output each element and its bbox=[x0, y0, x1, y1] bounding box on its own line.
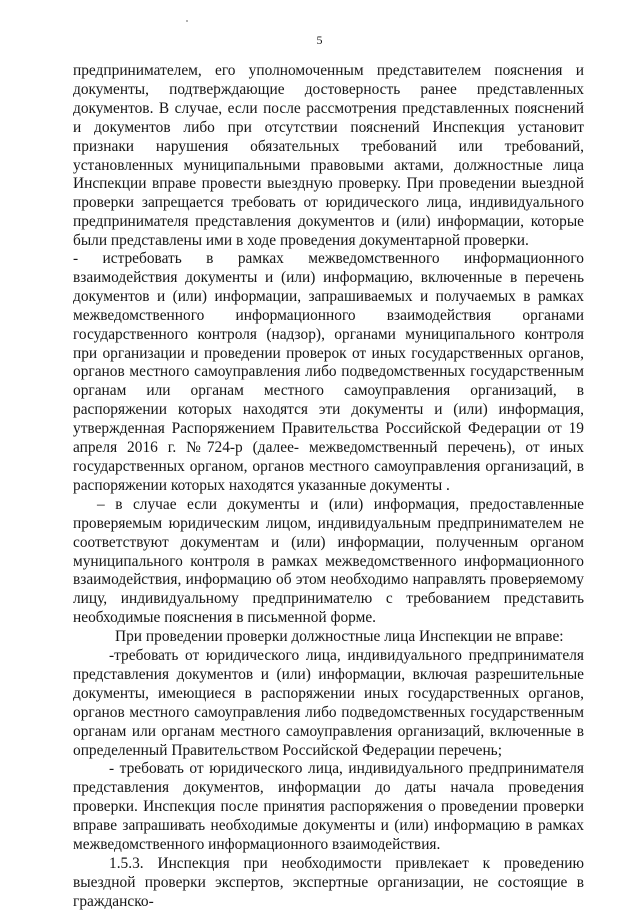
paragraph-discrepancy: – в случае если документы и (или) информация, предоставленные проверяемым юридическим лицом, индивидуальным предпринимателем не соответствуют документам и (или) информации, полученным органом муниципального контроля в рамках межведомственного информационного взаимодействия, информацию об этом необходимо направлять проверяемому лицу, индивидуальному предпринимателю с требованием представить необходимые пояснения в письменной форме. bbox=[73, 495, 584, 627]
paragraph-continuation: предпринимателем, его уполномоченным представителем пояснения и документы, подтверждающие достоверность ранее представленных документов. В случае, если после рассмотрения представленных пояснений и документов либо при отсутствии пояснений Инспекция установит признаки нарушения обязательных требований или требований, установленных муниципальными правовыми актами, должностные лица Инспекции вправе провести выездную проверку. При проведении выездной проверки запрещается требовать от юридического лица, индивидуального предпринимателя представления документов и (или) информации, которые были представлены ими в ходе проведения документарной проверки. bbox=[73, 62, 584, 250]
scan-speck bbox=[186, 20, 188, 22]
text-block-main bbox=[73, 250, 584, 912]
text-block-top bbox=[73, 62, 584, 251]
paragraph-prohibition-before-start: - требовать от юридического лица, индивидуального предпринимателя представления документов, информации до даты начала проведения проверки. Инспекция после принятия распоряжения о проведении проверки вправе запрашивать необходимые документы и (или) информацию в рамках межведомственного информационного взаимодействия. bbox=[73, 760, 584, 854]
paragraph-prohibition-documents: -требовать от юридического лица, индивидуального предпринимателя представления документов и (или) информации, включая разрешительные документы, имеющиеся в распоряжении иных государственных органов, органов местного самоуправления либо подведомственных государственным органам или органам местного самоуправления организаций, включенные в определенный Правительством Российской Федерации перечень; bbox=[73, 647, 584, 759]
page-number: 5 bbox=[316, 33, 323, 47]
paragraph-prohibitions-intro: При проведении проверки должностные лица Инспекции не вправе: bbox=[115, 628, 564, 646]
paragraph-interagency-request: - истребовать в рамках межведомственного информационного взаимодействия документы и (или) информацию, включенные в перечень документов и (или) информации, запрашиваемых и получаемых в рамках межведомственного информационного взаимодействия органами государственного контроля (надзор), органами муниципального контроля при организации и проведении проверок от иных государственных органов, органов местного самоуправления либо подведомственных государственным органам или органам местного самоуправления организаций, в распоряжении которых находятся эти документы и (или) информация, утвержденная Распоряжением Правительства Российской Федерации от 19 апреля 2016 г. №724-р (далее- межведомственный перечень), от иных государственных органом, органов местного самоуправления организаций, в распоряжении которых находятся указанные документы . bbox=[73, 250, 584, 494]
paragraph-section-1-5-3: 1.5.3. Инспекция при необходимости привлекает к проведению выездной проверки экспертов, экспертные организации, не состоящие в гражданско- bbox=[73, 855, 584, 910]
